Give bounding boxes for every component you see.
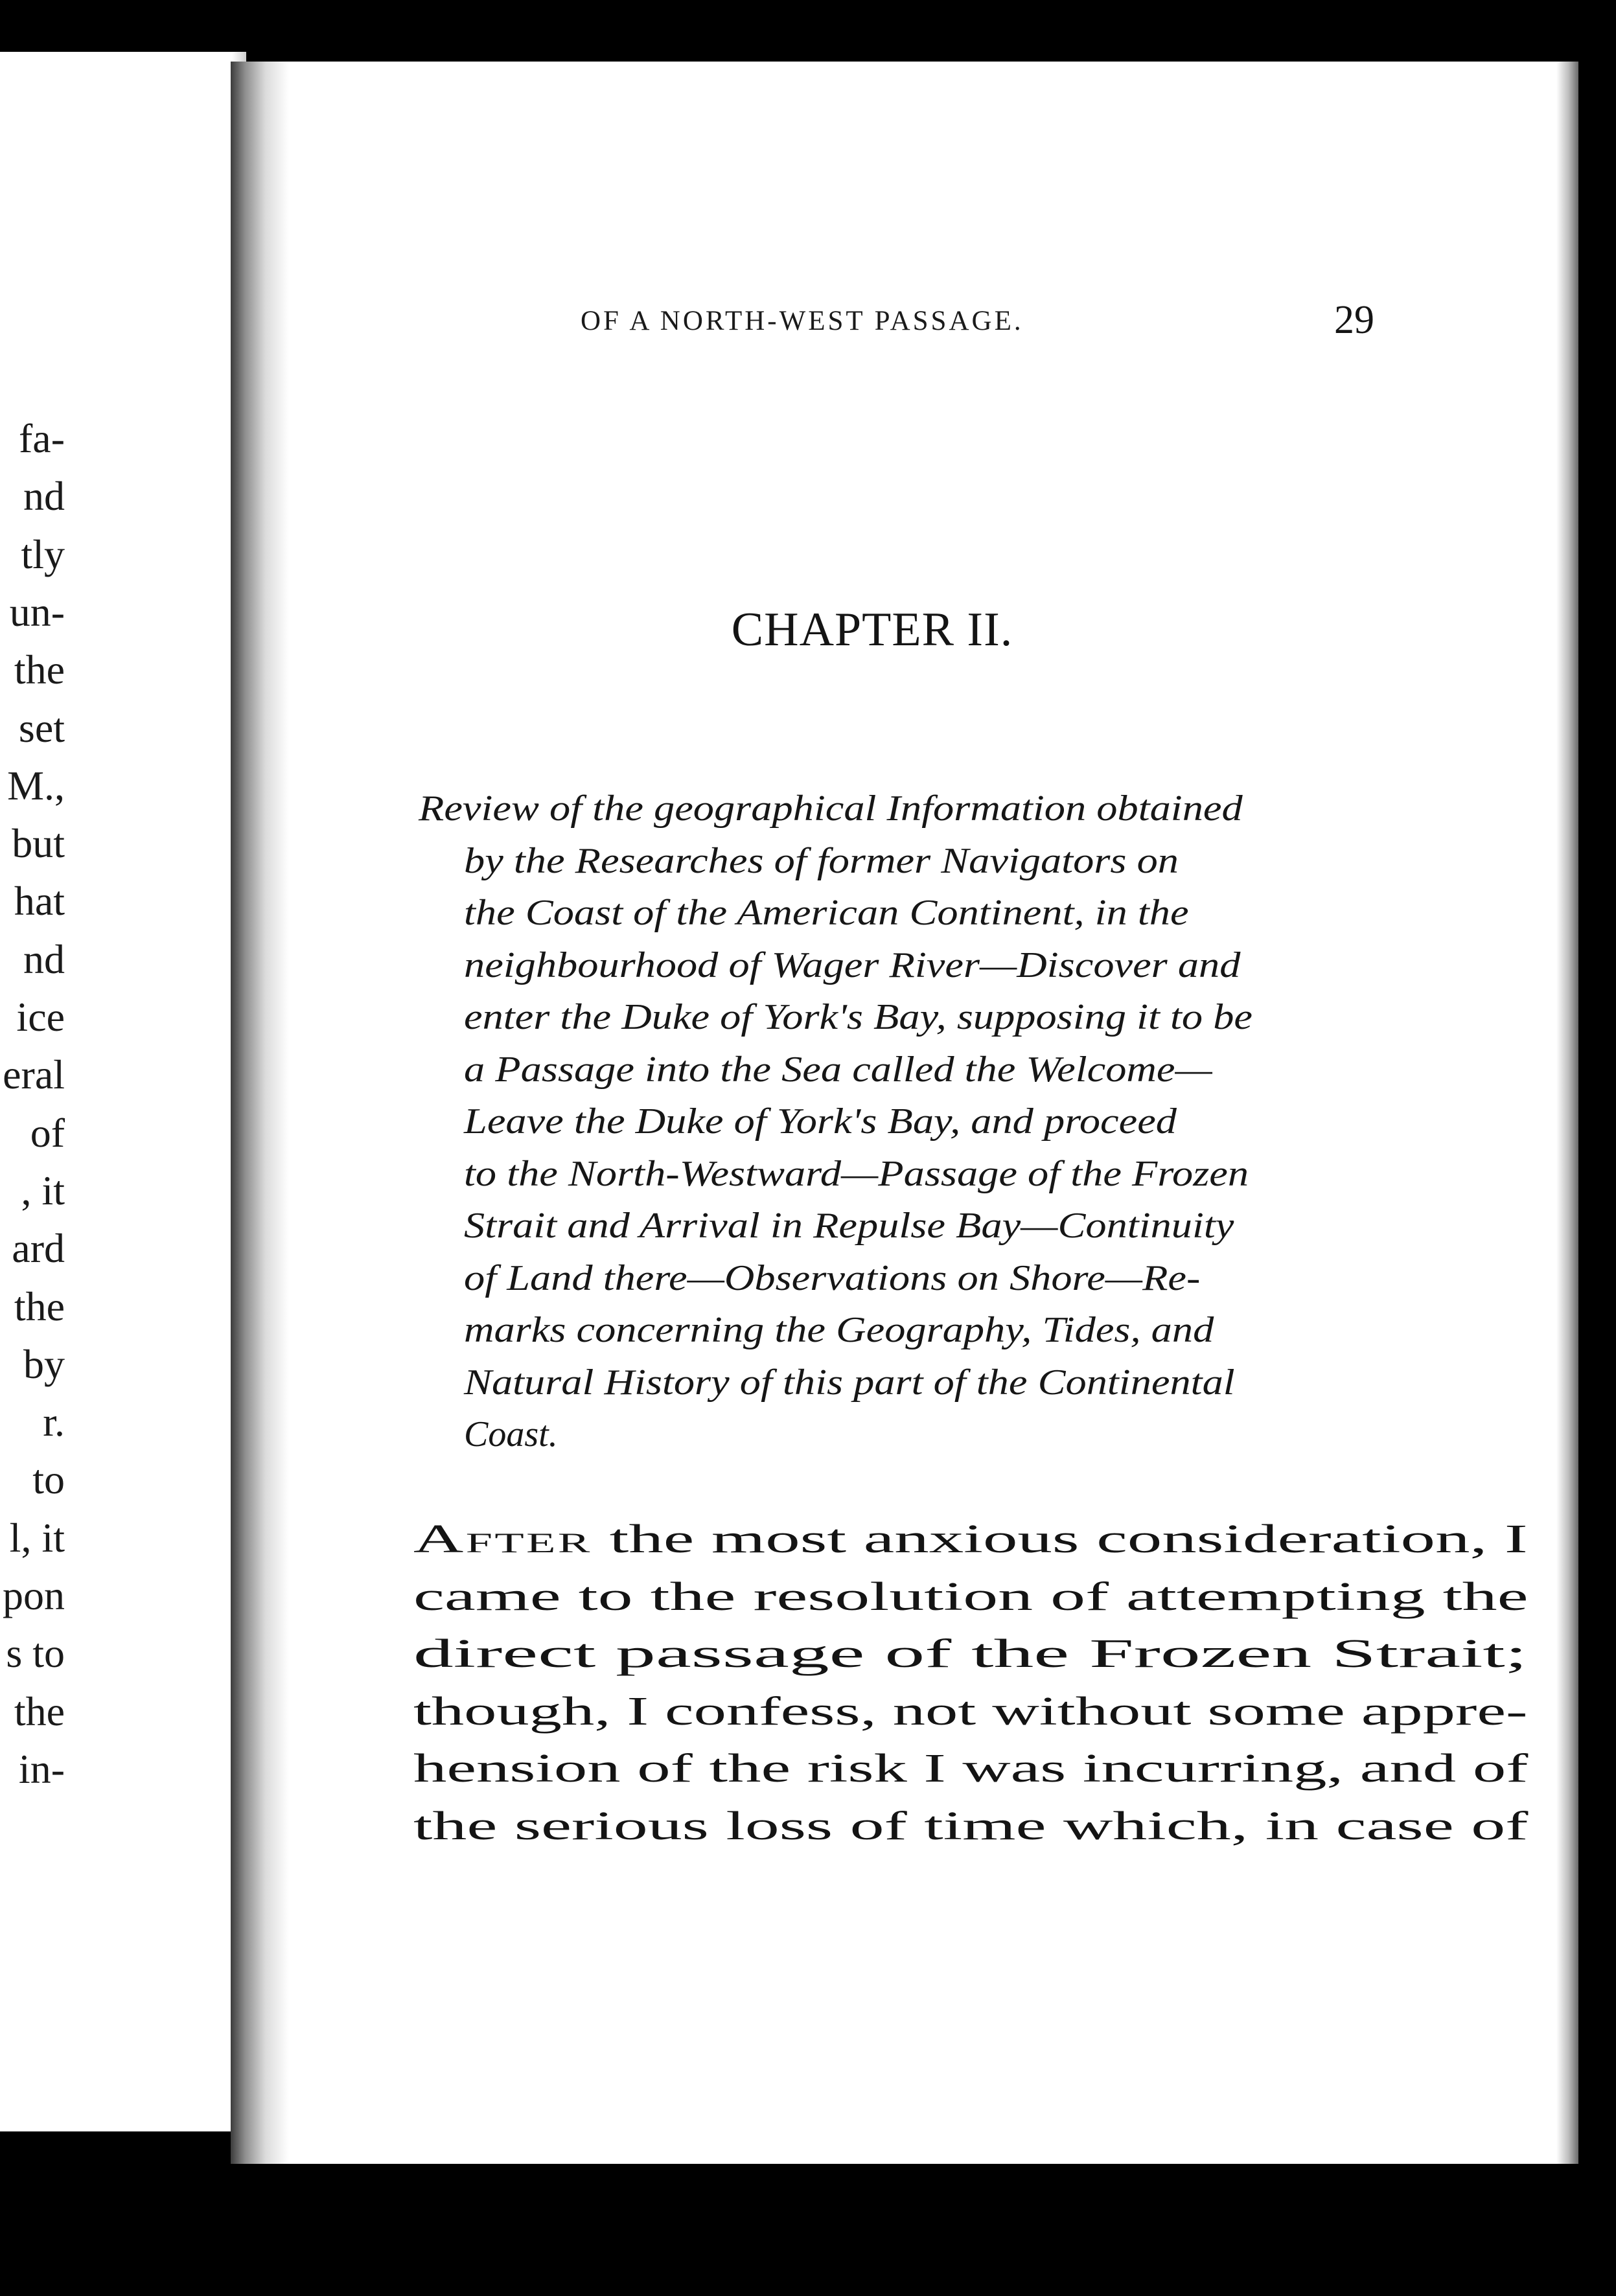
synopsis-line: neighbourhood of Wager River—Discover and xyxy=(464,945,1241,985)
previous-page-line: of xyxy=(30,1109,65,1156)
previous-page-line: l, it xyxy=(9,1514,65,1561)
previous-page-line: ice xyxy=(16,994,65,1040)
previous-page-line: the xyxy=(14,1688,65,1734)
previous-page-line: but xyxy=(12,820,65,867)
synopsis-line: enter the Duke of York's Bay, supposing it to be xyxy=(464,997,1253,1037)
synopsis-line: Strait and Arrival in Repulse Bay—Continuity xyxy=(464,1206,1234,1246)
synopsis-line: marks concerning the Geography, Tides, and xyxy=(464,1310,1214,1350)
synopsis-line: to the North-Westward—Passage of the Frozen xyxy=(464,1153,1249,1194)
previous-page-line: tly xyxy=(21,531,65,577)
previous-page-line: nd xyxy=(23,473,65,520)
previous-page-line: ard xyxy=(12,1225,65,1272)
previous-page-line: in- xyxy=(18,1745,65,1792)
previous-page-line: to xyxy=(32,1456,65,1503)
spine-shadow xyxy=(231,62,289,2164)
previous-page-line: nd xyxy=(23,936,65,982)
previous-page-line: set xyxy=(18,704,65,751)
book-page xyxy=(231,62,1578,2164)
previous-page-line: pon xyxy=(3,1572,65,1618)
chapter-heading: CHAPTER II. xyxy=(731,603,1013,656)
synopsis-line: Leave the Duke of York's Bay, and proceed xyxy=(464,1101,1177,1142)
previous-page-line: the xyxy=(14,1283,65,1329)
body-line-rest: the most anxious consideration, I xyxy=(609,1517,1528,1561)
body-line: hension of the risk I was incurring, and of xyxy=(413,1747,1529,1791)
synopsis-line: by the Researches of former Navigators on xyxy=(464,840,1179,881)
body-line: came to the resolution of attempting the xyxy=(413,1574,1529,1619)
running-header xyxy=(581,297,1374,349)
previous-page xyxy=(0,52,246,2131)
synopsis-line: of Land there—Observations on Shore—Re- xyxy=(464,1257,1201,1298)
fore-edge-shadow xyxy=(1556,62,1578,2164)
synopsis-line: Coast. xyxy=(464,1414,558,1454)
previous-page-line: by xyxy=(23,1340,65,1387)
previous-page-line: fa- xyxy=(18,415,65,461)
page-number: 29 xyxy=(1334,298,1374,342)
previous-page-line: hat xyxy=(14,878,65,924)
running-title: OF A NORTH-WEST PASSAGE. xyxy=(581,306,1024,336)
previous-page-line: eral xyxy=(3,1051,65,1098)
body-line: direct passage of the Frozen Strait; xyxy=(413,1632,1528,1676)
drop-word: After xyxy=(413,1517,592,1561)
body-line xyxy=(413,1519,1528,1559)
synopsis-line: Natural History of this part of the Continental xyxy=(464,1362,1235,1403)
previous-page-line: s to xyxy=(6,1630,65,1677)
body-line: the serious loss of time which, in case of xyxy=(413,1804,1529,1848)
body-line: though, I confess, not without some appre- xyxy=(413,1689,1528,1734)
synopsis-line: Review of the geographical Information obtained xyxy=(419,788,1243,829)
previous-page-line: r. xyxy=(43,1399,65,1445)
previous-page-line: M., xyxy=(7,762,65,809)
previous-page-line: un- xyxy=(9,588,65,635)
synopsis-line: a Passage into the Sea called the Welcome— xyxy=(464,1049,1212,1090)
previous-page-line: the xyxy=(14,647,65,693)
synopsis-line: the Coast of the American Continent, in the xyxy=(464,893,1189,933)
previous-page-line: , it xyxy=(21,1167,65,1213)
